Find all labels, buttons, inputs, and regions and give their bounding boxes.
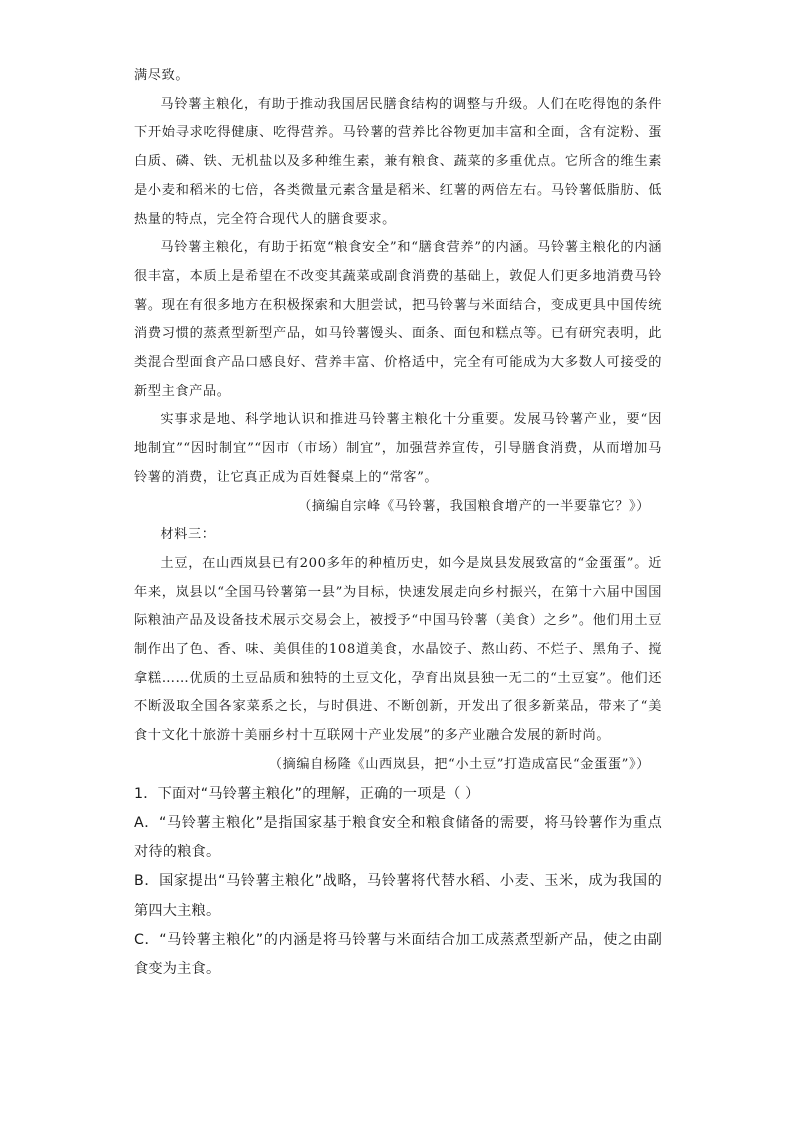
- continuation-text: 满尽致。: [134, 68, 190, 83]
- option-b: B．国家提出“马铃薯主粮化”战略，马铃薯将代替水稻、小麦、玉米，成为我国的第四大主粮。: [134, 873, 662, 919]
- material3-paragraph: 土豆，在山西岚县已有200多年的种植历史，如今是岚县发展致富的“金蛋蛋”。近年来，岚县以“全国马铃薯第一县”为目标，快速发展走向乡村振兴，在第十六届中国国际粮油产品及设备技术展示交易会上，被授予“中国马铃薯（美食）之乡”。他们用土豆制作出了色、香、味、美俱佳的108道美食，水晶饺子、熬山药、不烂子、黑角子、搅拿糕……优质的土豆品质和独特的土豆文化，孕育出岚县独一无二的“土豆宴”。他们还不断汲取全国各家菜系之长，与时俱进、不断创新，开发出了很多新菜品，带来了“美食十文化十旅游十美丽乡村十互联网十产业发展”的多产业融合发展的新时尚。: [134, 555, 662, 744]
- question-stem: 1．下面对“马铃薯主粮化”的理解，正确的一项是（ ）: [134, 785, 480, 802]
- material2-paragraph-1: 马铃薯主粮化，有助于推动我国居民膳食结构的调整与升级。人们在吃得饱的条件下开始寻求吃得健康、吃得营养。马铃薯的营养比谷物更加丰富和全面，含有淀粉、蛋白质、磷、铁、无机盐以及多种维生素，兼有粮食、蔬菜的多重优点。它所含的维生素是小麦和稻米的七倍，各类微量元素含量是稻米、红薯的两倍左右。马铃薯低脂肪、低热量的特点，完全符合现代人的膳食要求。: [134, 96, 662, 227]
- document-page: [134, 62, 662, 985]
- material2-paragraph-3: 实事求是地、科学地认识和推进马铃薯主粮化十分重要。发展马铃薯产业，要“因地制宜”“因时制宜”“因市（市场）制宜”，加强营养宣传，引导膳食消费，从而增加马铃薯的消费，让它真正成为百姓餐桌上的“常客”。: [134, 412, 662, 485]
- material3-label: 材料三：: [160, 527, 216, 543]
- material2-source: （摘编自宗峰《马铃薯，我国粮食增产的一半要靠它？》）: [298, 498, 650, 514]
- material3-source: （摘编自杨隆《山西岚县，把“小土豆”打造成富民“金蛋蛋”》）: [268, 756, 650, 772]
- option-c: C．“马铃薯主粮化”的内涵是将马铃薯与米面结合加工成蒸煮型新产品，使之由副食变为主食。: [134, 932, 662, 978]
- option-a: A．“马铃薯主粮化”是指国家基于粮食安全和粮食储备的需要，将马铃薯作为重点对待的粮食。: [134, 814, 662, 861]
- material2-paragraph-2: 马铃薯主粮化，有助于拓宽“粮食安全”和“膳食营养”的内涵。马铃薯主粮化的内涵很丰富，本质上是希望在不改变其蔬菜或副食消费的基础上，敦促人们更多地消费马铃薯。现在有很多地方在积极探索和大胆尝试，把马铃薯与米面结合，变成更具中国传统消费习惯的蒸煮型新型产品，如马铃薯馒头、面条、面包和糕点等。已有研究表明，此类混合型面食产品口感良好、营养丰富、价格适中，完全有可能成为大多数人可接受的新型主食产品。: [134, 240, 662, 399]
